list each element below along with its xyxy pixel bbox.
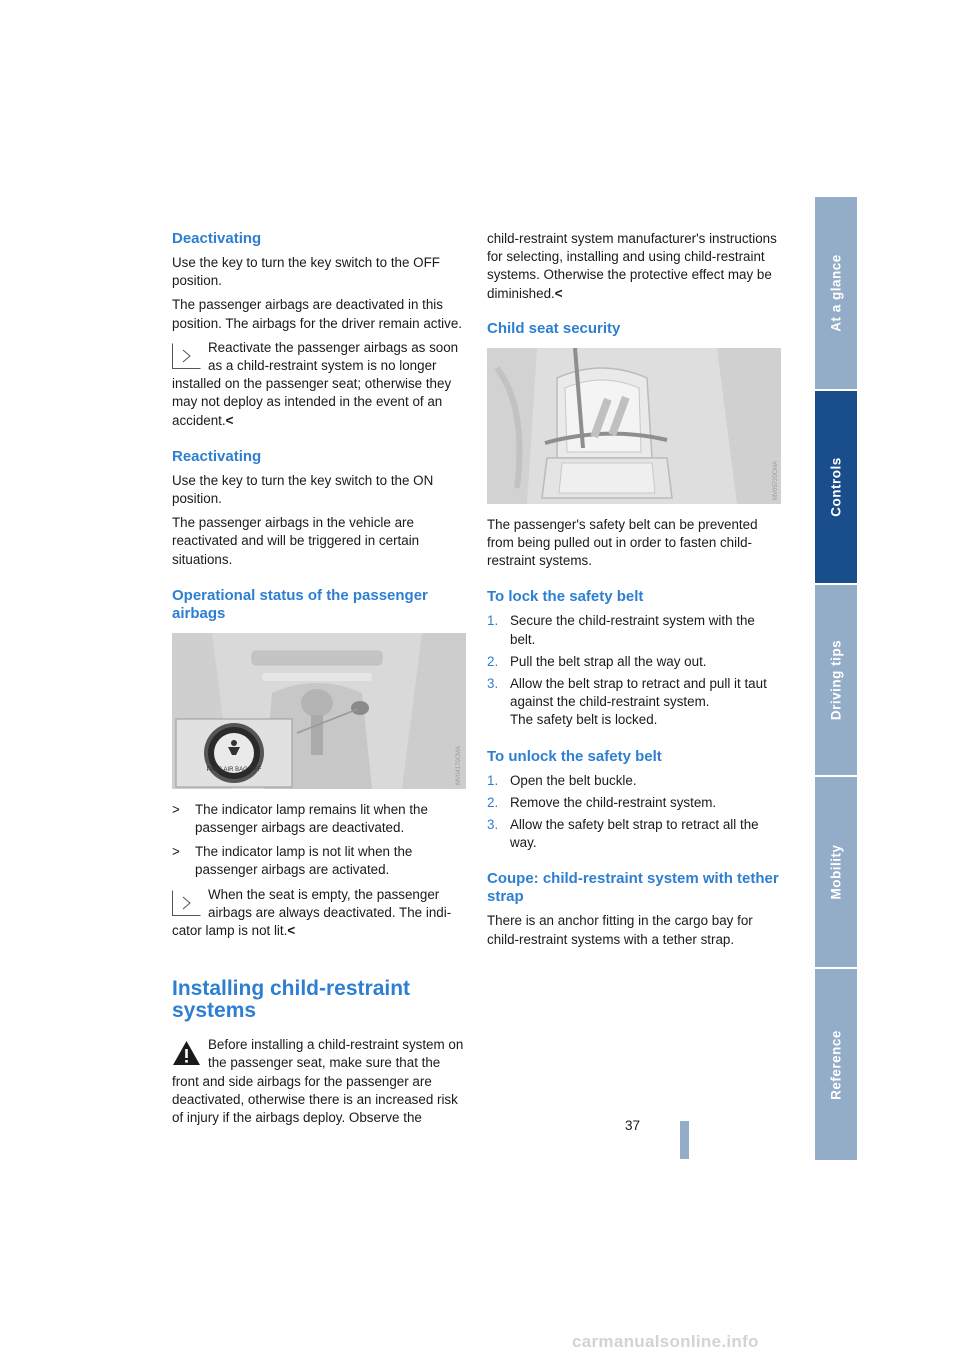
- unlock-step: [487, 816, 783, 852]
- lock-step-text: Allow the belt strap to retract and pull it taut against the child-restraint system.: [510, 676, 767, 710]
- lock-step: [487, 675, 783, 730]
- unlock-step-text: Remove the child-restraint system.: [510, 794, 717, 810]
- child-seat-heading: Child seat security: [487, 319, 621, 337]
- deactivating-paragraph-2: The passenger airbags are deactivated in this position. The airbags for the driver remain active.: [172, 297, 463, 331]
- unlock-step-text: Allow the safety belt strap to retract all the way.: [510, 817, 759, 851]
- child-seat-image: [487, 348, 781, 504]
- step-number: 3.: [487, 817, 499, 833]
- reactivate-note-first: Reactivate the passenger airbags as soon as a child-restraint system is no longer: [208, 339, 459, 374]
- step-number: 1.: [487, 772, 499, 788]
- end-mark: <: [225, 412, 234, 428]
- bullet-mark: >: [172, 801, 180, 817]
- warning-note-first: Before installing a child-restraint system on the passenger seat, make sure that the: [208, 1037, 464, 1071]
- reactivate-note-rest: installed on the passenger seat; otherwise they may not deploy as intended in the event of an accident.: [172, 376, 452, 428]
- tab-at-a-glance[interactable]: [815, 197, 857, 389]
- step-number: 2.: [487, 653, 499, 669]
- bullet-item: [172, 843, 468, 879]
- unlock-heading: To unlock the safety belt: [487, 747, 662, 765]
- pass-air-bag-off-label: PASS AIR BAG OFF: [206, 766, 262, 773]
- tab-label: Driving tips: [828, 639, 844, 721]
- page-number: 37: [625, 1118, 641, 1133]
- unlock-step: [487, 772, 783, 790]
- bullet-text: The indicator lamp is not lit when the passenger airbags are activated.: [195, 844, 413, 878]
- tab-label: Mobility: [828, 844, 844, 900]
- empty-seat-note: [172, 886, 468, 941]
- warning-note: [172, 1036, 468, 1127]
- warning-note-rest: front and side airbags for the passenger are deactivated, otherwise there is an increased risk of injury if the airbags deploy. Observe the: [172, 1073, 458, 1126]
- step-number: 3.: [487, 676, 499, 692]
- bullet-mark: >: [172, 844, 180, 860]
- tab-label: Reference: [828, 1029, 844, 1100]
- coupe-heading: Coupe: child-restraint system with tether strap: [487, 870, 779, 906]
- image-code: MV05720CMA: [773, 460, 779, 500]
- coupe-paragraph: There is an anchor fitting in the cargo bay for child-restraint systems with a tether strap.: [487, 913, 753, 947]
- reactivate-note: [172, 339, 468, 430]
- left-column: [172, 230, 468, 1127]
- deactivating-heading: Deactivating: [172, 230, 262, 247]
- reactivating-heading: Reactivating: [172, 447, 262, 465]
- chapter-sidebar: [815, 197, 857, 1160]
- installing-heading: Installing child-restraint systems: [172, 977, 411, 1023]
- reactivating-paragraph-2: The passenger airbags in the vehicle are reactivated and will be triggered in certain situations.: [172, 515, 420, 567]
- tab-controls[interactable]: [815, 391, 857, 583]
- page-marker-bar: [680, 1121, 689, 1159]
- deactivating-paragraph-1: Use the key to turn the key switch to the OFF position.: [172, 255, 440, 289]
- lock-step: [487, 653, 783, 671]
- lock-step: [487, 612, 783, 648]
- empty-seat-note-first: When the seat is empty, the passenger airbags are always deactivated. The indi-: [208, 886, 452, 920]
- tab-label: At a glance: [828, 254, 844, 332]
- lock-step-text: Pull the belt strap all the way out.: [510, 653, 707, 669]
- tab-mobility[interactable]: [815, 777, 857, 967]
- bullet-item: [172, 801, 468, 837]
- lock-step-text: Secure the child-restraint system with the belt.: [510, 613, 755, 647]
- step-number: 1.: [487, 613, 499, 629]
- note-arrow-icon: [172, 343, 201, 369]
- warning-triangle-icon: [172, 1040, 201, 1066]
- step-number: 2.: [487, 794, 499, 810]
- note-arrow-icon: [172, 890, 201, 916]
- continued-text: child-restraint system manufacturer's instructions for selecting, installing and using child-restraint systems. Otherwise the protective effect may be diminished.: [487, 231, 777, 301]
- child-seat-paragraph: The passenger's safety belt can be prevented from being pulled out in order to fasten child-restraint systems.: [487, 516, 758, 569]
- lock-step-extra: The safety belt is locked.: [510, 712, 658, 728]
- reactivating-paragraph-1: Use the key to turn the key switch to the ON position.: [172, 472, 434, 507]
- tab-reference[interactable]: [815, 969, 857, 1160]
- end-mark: <: [287, 923, 296, 939]
- child-seat-illustration: [487, 348, 781, 504]
- airbag-indicator-image: [172, 633, 466, 789]
- tab-label: Controls: [828, 457, 844, 517]
- unlock-step: [487, 794, 783, 812]
- end-mark: <: [554, 285, 563, 301]
- bullet-text: The indicator lamp remains lit when the passenger airbags are deactivated.: [195, 801, 428, 836]
- console-illustration: [172, 633, 466, 789]
- status-heading: Operational status of the passenger airbags: [172, 586, 428, 622]
- tab-driving-tips[interactable]: [815, 585, 857, 775]
- watermark: carmanualsonline.info: [572, 1332, 759, 1351]
- image-code: MV04170CMA: [456, 745, 462, 785]
- empty-seat-note-rest: cator lamp is not lit.: [172, 923, 288, 939]
- right-column: [487, 230, 783, 949]
- lock-heading: To lock the safety belt: [487, 588, 644, 606]
- continued-paragraph: [487, 230, 783, 303]
- unlock-step-text: Open the belt buckle.: [510, 772, 637, 788]
